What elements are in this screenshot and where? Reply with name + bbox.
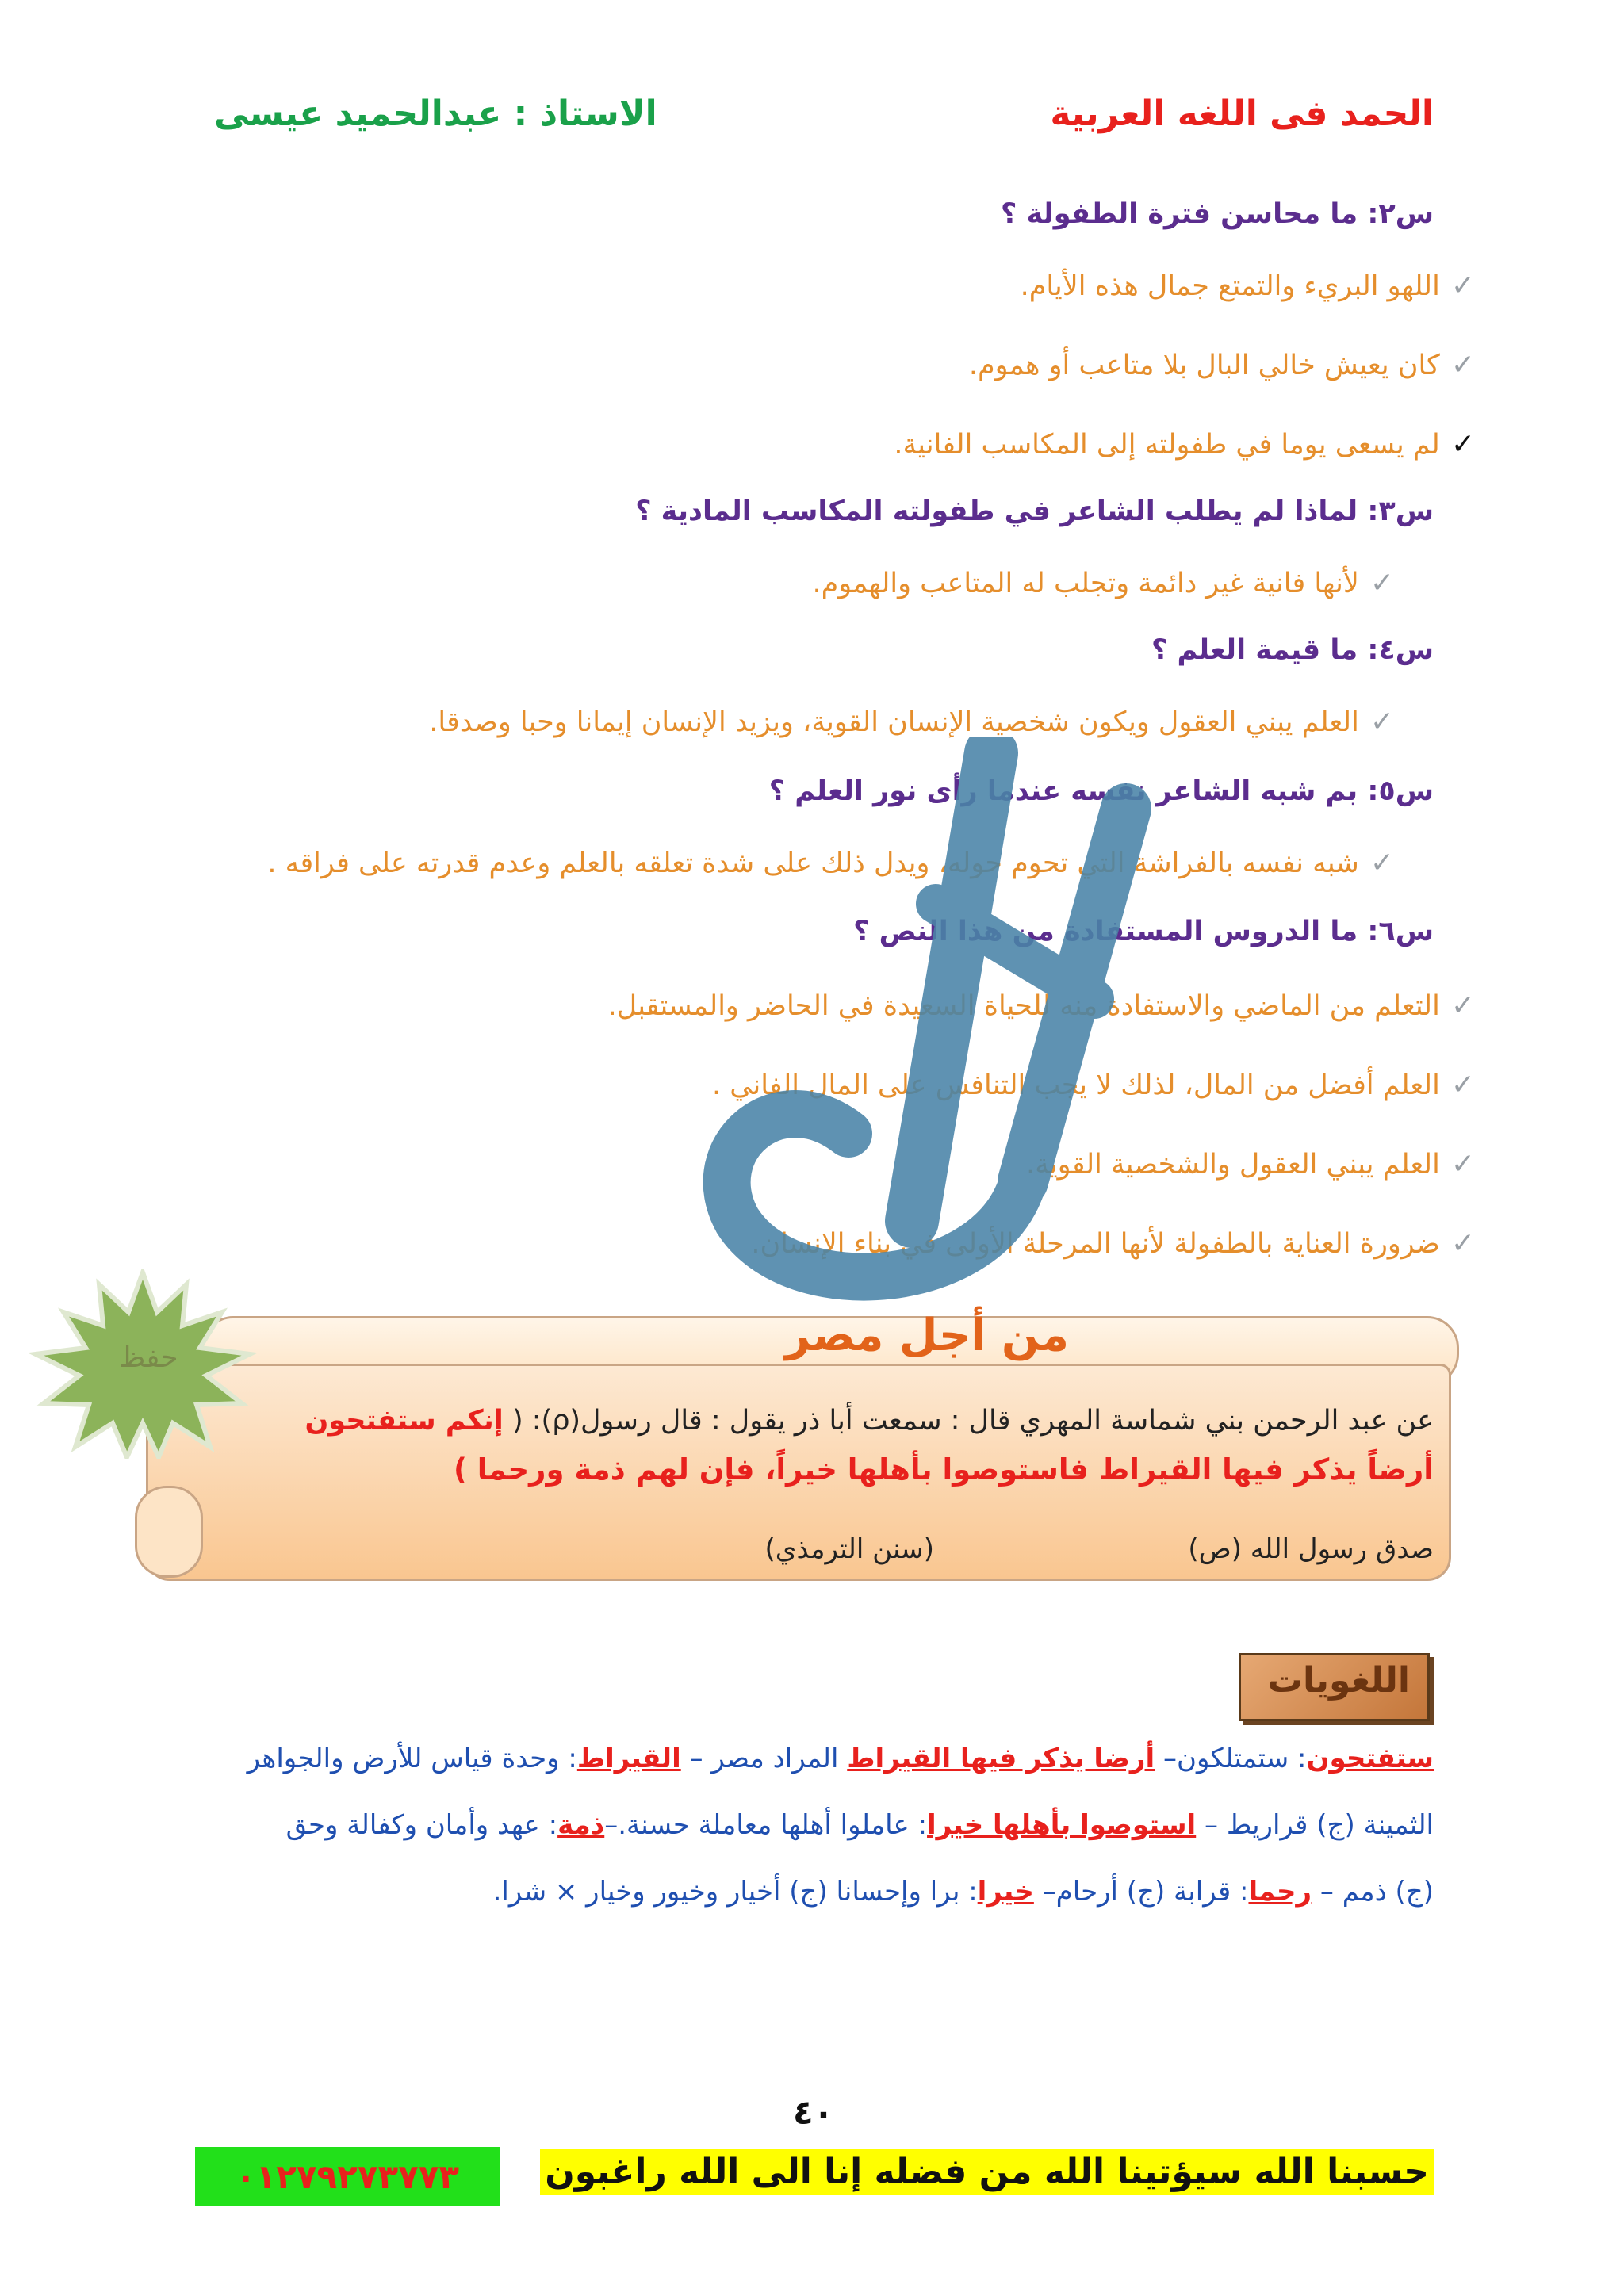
answer-item: ✓ العلم يبني العقول ويكون شخصية الإنسان القوية، ويزيد الإنسان إيمانا وحبا وصدقا. — [429, 706, 1394, 738]
answer-item: ✓ لم يسعى يوما في طفولته إلى المكاسب الفانية. — [894, 428, 1475, 461]
vocabulary-line-2: الثمينة (ج) قراريط – استوصوا بأهلها خيرا: عاملوا أهلها معاملة حسنة.–ذمة: عهد وأمان وكفالة وحق — [285, 1809, 1434, 1841]
footer-prayer: حسبنا الله سيؤتينا الله من فضله إنا الى الله راغبون — [540, 2149, 1434, 2195]
checkmark-icon: ✓ — [1450, 428, 1475, 461]
hadith-title: من أجل مصر — [784, 1310, 1069, 1361]
hadith-source: (سنن الترمذي) — [764, 1533, 934, 1565]
watermark-calligraphy-icon — [650, 737, 1221, 1308]
checkmark-icon: ✓ — [1369, 706, 1394, 738]
checkmark-icon: ✓ — [1450, 1148, 1475, 1181]
question-5: س٥: بم شبه الشاعر نفسه عندما رأى نور العلم ؟ — [768, 775, 1434, 807]
checkmark-icon: ✓ — [1450, 270, 1475, 302]
question-2: س٢: ما محاسن فترة الطفولة ؟ — [1000, 198, 1434, 230]
vocabulary-line-1: ستفتحون: ستمتلكون– أرضا يذكر فيها القيراط المراد مصر – القيراط: وحدة قياس للأرض والجواهر — [247, 1743, 1434, 1774]
question-3: س٣: لماذا لم يطلب الشاعر في طفولته المكاسب المادية ؟ — [635, 496, 1434, 527]
checkmark-icon: ✓ — [1369, 847, 1394, 879]
answer-item: ✓ التعلم من الماضي والاستفادة منه للحياة السعيدة في الحاضر والمستقبل. — [607, 989, 1475, 1022]
vocabulary-heading: اللغويات — [1267, 1660, 1410, 1701]
answer-item: ✓ العلم أفضل من المال، لذلك لا يجب التنافس على المال الفاني . — [712, 1069, 1475, 1101]
scroll-curl — [135, 1486, 203, 1578]
page-header-title: الحمد فى اللغه العربية — [1050, 94, 1434, 134]
hadith-quote-line: أرضاً يذكر فيها القيراط فاستوصوا بأهلها خيراً، فإن لهم ذمة ورحما ) — [454, 1452, 1434, 1487]
answer-item: ✓ لأنها فانية غير دائمة وتجلب له المتاعب والهموم. — [812, 567, 1394, 599]
answer-item: ✓ ضرورة العناية بالطفولة لأنها المرحلة الأولى في بناء الإنسان. — [751, 1227, 1475, 1260]
answer-item: ✓ اللهو البريء والتمتع جمال هذه الأيام. — [1020, 270, 1475, 302]
memorize-badge-label: حفظ — [119, 1341, 178, 1374]
checkmark-icon: ✓ — [1369, 567, 1394, 599]
question-4: س٤: ما قيمة العلم ؟ — [1151, 634, 1434, 666]
answer-item: ✓ شبه نفسه بالفراشة التي تحوم حوله، ويدل ذلك على شدة تعلقه بالعلم وعدم قدرته على فراقه . — [267, 847, 1394, 879]
page-number: ٤٠ — [793, 2093, 834, 2132]
vocabulary-line-3: (ج) ذمم – رحما: قرابة (ج) أرحام– خيرا: برا وإحسانا (ج) أخيار وخيور وخيار × شرا. — [492, 1876, 1434, 1908]
checkmark-icon: ✓ — [1450, 1069, 1475, 1101]
checkmark-icon: ✓ — [1450, 1227, 1475, 1260]
question-6: س٦: ما الدروس المستفادة من هذا النص ؟ — [853, 916, 1434, 947]
hadith-intro-line: عن عبد الرحمن بني شماسة المهري قال : سمعت أبا ذر يقول : قال رسول(ρ): ( إنكم ستفتحون — [304, 1405, 1434, 1437]
checkmark-icon: ✓ — [1450, 989, 1475, 1022]
answer-item: ✓ العلم يبني العقول والشخصية القوية. — [1026, 1148, 1475, 1181]
teacher-name: الاستاذ : عبدالحميد عيسى — [214, 94, 657, 134]
phone-number: ٠١٢٧٩٢٧٣٧٧٣ — [195, 2147, 500, 2206]
hadith-closing: صدق رسول الله (ص) — [1188, 1533, 1434, 1565]
checkmark-icon: ✓ — [1450, 349, 1475, 381]
answer-item: ✓ كان يعيش خالي البال بلا متاعب أو هموم. — [968, 349, 1475, 381]
